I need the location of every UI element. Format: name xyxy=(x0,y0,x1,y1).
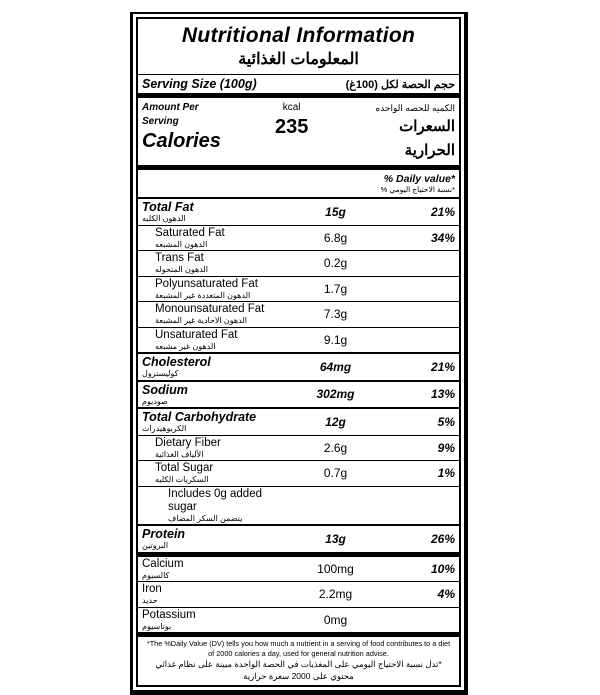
nutrient-row-saturated-fat xyxy=(138,225,459,251)
nutrient-daily-value: 1% xyxy=(437,466,455,481)
nutrient-names xyxy=(142,303,278,326)
nutrient-daily-value: 21% xyxy=(430,204,455,219)
nutrient-name-en: Total Fat xyxy=(142,200,194,214)
nutrient-amount: 100mg xyxy=(317,561,354,576)
nutrient-name-en: Saturated Fat xyxy=(155,226,225,239)
nutrient-daily-value xyxy=(393,488,455,524)
calories-section xyxy=(138,98,459,165)
amount-per-serving-en: Amount Per Serving xyxy=(142,102,199,127)
nutrient-name-ar: الكربوهيدرات xyxy=(142,424,187,433)
label-title-en: Nutritional Information xyxy=(181,24,416,47)
nutrient-name-en: Unsaturated Fat xyxy=(155,328,238,341)
nutrient-names xyxy=(142,227,278,250)
nutrient-names xyxy=(142,383,278,407)
nutrient-name-en: Sodium xyxy=(142,382,188,397)
nutrient-name-en: Protein xyxy=(142,527,186,541)
nutrient-names xyxy=(142,437,278,460)
nutrient-amount: 1.7g xyxy=(323,281,348,296)
nutrient-name-en: Polyunsaturated Fat xyxy=(155,277,258,290)
mineral-row-iron xyxy=(138,581,459,607)
nutrient-amount: 15g xyxy=(325,204,346,219)
mineral-row-potassium xyxy=(138,607,459,633)
serving-size-row xyxy=(138,74,459,93)
nutrient-name-en: Monounsaturated Fat xyxy=(155,303,265,315)
amount-per-serving-ar: الكميه للحصه الواحده xyxy=(375,103,455,113)
nutrient-daily-value: 4% xyxy=(437,587,455,602)
nutrient-name-en: Potassium xyxy=(142,608,196,621)
nutrient-name-en: Iron xyxy=(142,583,162,595)
nutrient-amount: 64mg xyxy=(319,359,352,374)
nutrient-name-en: Dietary Fiber xyxy=(155,436,221,449)
nutrient-daily-value: 13% xyxy=(430,387,455,402)
serving-size-en: Serving Size (100g) xyxy=(142,77,257,91)
nutrient-row-added-sugar xyxy=(138,486,459,525)
nutrient-amount: 7.3g xyxy=(323,307,348,322)
nutrient-names xyxy=(142,410,278,434)
nutrient-daily-value: 26% xyxy=(430,531,455,546)
nutrient-daily-value xyxy=(393,278,455,301)
nutrient-amount: 302mg xyxy=(316,387,355,402)
nutrient-names xyxy=(142,527,278,551)
calories-mid-col xyxy=(234,101,349,163)
nutrition-facts-label xyxy=(130,12,468,695)
nutrient-names xyxy=(142,462,278,485)
nutrient-name-ar: حديد xyxy=(142,596,158,605)
nutrient-row-sodium xyxy=(138,380,459,408)
nutrient-name-en: Total Sugar xyxy=(155,462,214,474)
nutrient-amount: 0.7g xyxy=(323,466,348,481)
nutrient-names xyxy=(142,609,278,632)
nutrient-row-dietary-fiber xyxy=(138,435,459,461)
nutrient-name-en: Includes 0g added sugar xyxy=(168,487,262,513)
nutrient-row-total-fat xyxy=(138,197,459,225)
nutrient-name-ar: الدهون المشبعه xyxy=(155,239,208,249)
calories-right-col xyxy=(349,101,455,163)
nutrient-daily-value xyxy=(393,609,455,632)
nutrient-row-protein xyxy=(138,524,459,552)
nutrient-daily-value: 5% xyxy=(437,414,455,429)
label-inner-frame xyxy=(136,17,461,687)
nutrient-name-en: Trans Fat xyxy=(155,252,204,264)
nutrient-row-cholesterol xyxy=(138,352,459,380)
daily-value-header-en: % Daily value* xyxy=(383,173,455,185)
nutrient-name-en: Calcium xyxy=(142,557,184,570)
nutrient-name-ar: بوتاسيوم xyxy=(142,621,172,631)
nutrient-name-en: Cholesterol xyxy=(142,355,211,369)
nutrient-daily-value: 10% xyxy=(430,561,455,576)
nutrient-row-unsaturated-fat xyxy=(138,327,459,353)
nutrient-row-total-sugar xyxy=(138,460,459,486)
nutrient-name-ar: السكريات الكليه xyxy=(155,475,209,484)
nutrient-names xyxy=(142,278,278,301)
nutrient-name-ar: صوديوم xyxy=(142,396,168,406)
serving-size-ar: حجم الحصة لكل (100غ) xyxy=(345,78,455,91)
nutrient-name-ar: يتضمن السكر المضاف xyxy=(168,513,243,523)
nutrient-names xyxy=(142,558,278,581)
calories-label-ar: السعرات الحرارية xyxy=(399,118,455,159)
nutrient-name-en: Total Carbohydrate xyxy=(142,410,257,424)
nutrient-name-ar: الألياف الغذائية xyxy=(155,449,204,459)
nutrient-daily-value xyxy=(393,252,455,275)
calories-value: 235 xyxy=(274,116,309,138)
footnote-en: *The %Daily Value (DV) tells you how much a nutrient in a serving of food contributes to a diet of 2000 calories a day, used for general nutrition advise. xyxy=(146,639,451,658)
nutrient-name-ar: كالسيوم xyxy=(142,570,170,580)
nutrient-names xyxy=(142,200,278,224)
nutrient-names xyxy=(142,329,278,352)
nutrient-amount: 2.6g xyxy=(323,440,348,455)
nutrient-name-ar: الدهون المتحوله xyxy=(155,265,209,274)
nutrient-daily-value: 34% xyxy=(430,230,455,245)
nutrient-daily-value xyxy=(393,303,455,326)
nutrient-amount: 0.2g xyxy=(323,256,348,271)
calories-left-col xyxy=(142,101,234,163)
nutrient-row-trans-fat xyxy=(138,250,459,276)
nutrient-names xyxy=(142,355,278,379)
nutrient-amount: 13g xyxy=(325,531,346,546)
nutrient-name-ar: البروتين xyxy=(142,541,169,550)
nutrient-amount: 0mg xyxy=(323,612,348,627)
footnote-ar: *تدل نسبة الاحتياج اليومي على المغذيات في الحصة الواحدة مبينة على نظام غذائي محتوي على 2000 سعرة حرارية xyxy=(155,659,442,681)
nutrient-name-ar: الدهون الاحادية غير المشبعة xyxy=(155,316,247,325)
label-title-ar: المعلومات الغذائية xyxy=(238,51,359,68)
nutrient-amount: 6.8g xyxy=(323,230,348,245)
nutrient-row-total-carbohydrate xyxy=(138,407,459,435)
mineral-row-calcium xyxy=(138,557,459,582)
footnote xyxy=(138,637,459,685)
nutrient-daily-value: 21% xyxy=(430,359,455,374)
nutrient-name-ar: كوليسترول xyxy=(142,369,179,378)
nutrient-amount: 9.1g xyxy=(323,332,348,347)
nutrient-daily-value: 9% xyxy=(437,440,455,455)
nutrient-amount xyxy=(278,488,393,524)
nutrient-amount: 2.2mg xyxy=(318,587,353,602)
nutrient-name-ar: الدهون الكليه xyxy=(142,214,186,223)
daily-value-header xyxy=(138,170,459,197)
nutrient-amount: 12g xyxy=(325,414,346,429)
nutrient-names xyxy=(142,488,278,524)
nutrient-daily-value xyxy=(393,329,455,352)
calories-label-en: Calories xyxy=(142,130,221,152)
nutrient-row-monounsaturated-fat xyxy=(138,301,459,327)
daily-value-header-ar: *نسبة الاحتياج اليومي % xyxy=(380,185,455,194)
nutrient-row-polyunsaturated-fat xyxy=(138,276,459,302)
nutrient-names xyxy=(142,252,278,275)
calories-unit: kcal xyxy=(282,102,301,113)
nutrient-names xyxy=(142,583,278,606)
nutrient-name-ar: الدهون غير مشبعه xyxy=(155,341,216,351)
nutrient-name-ar: الدهون المتعددة غير المشبعة xyxy=(155,290,251,300)
